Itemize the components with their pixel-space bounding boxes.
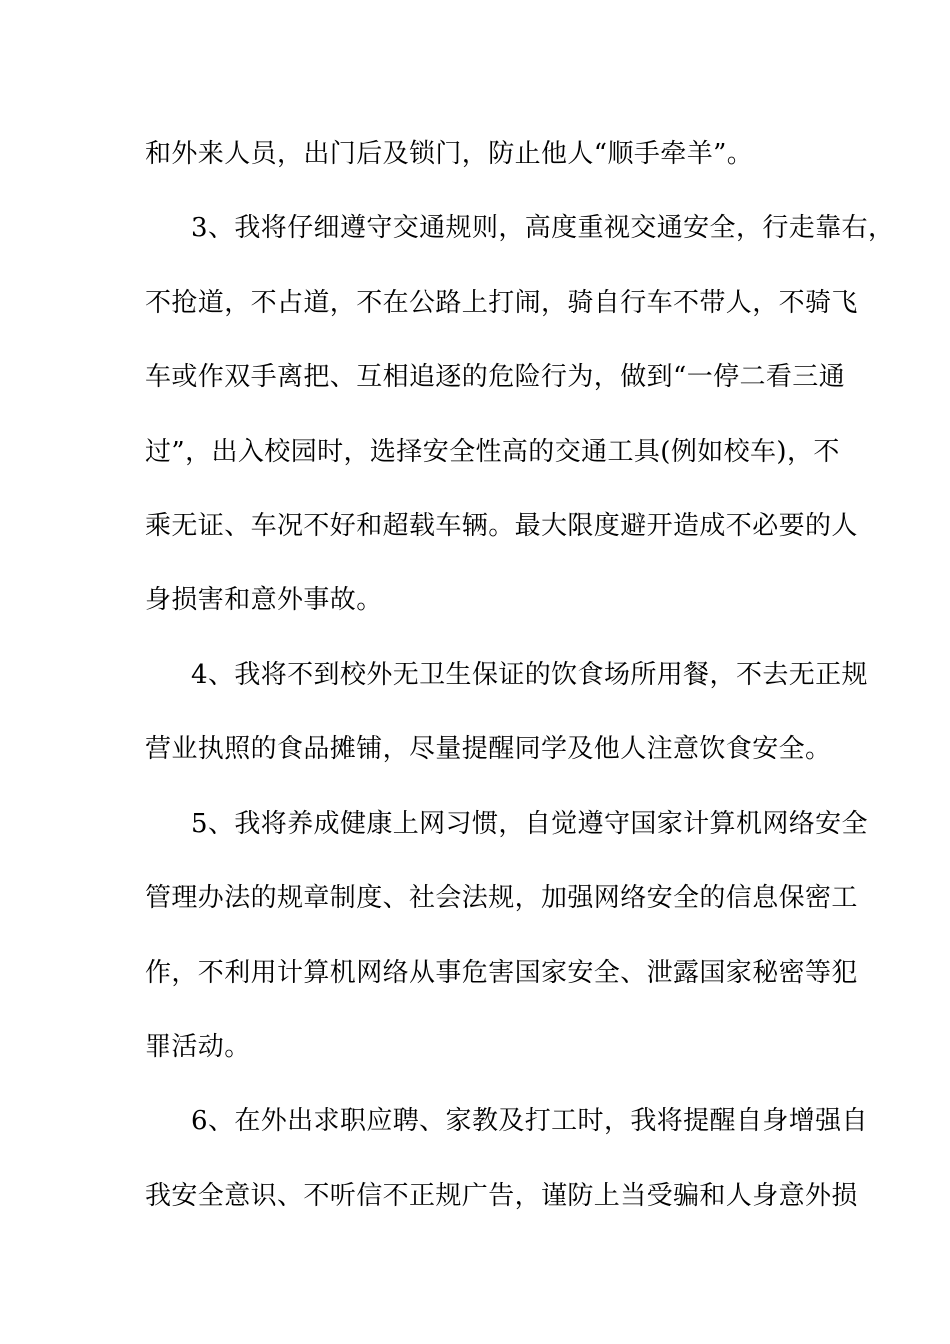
text-line: 不抢道，不占道，不在公路上打闹，骑自行车不带人，不骑飞 (145, 288, 858, 318)
text-line: 罪活动。 (145, 1032, 251, 1062)
text-line: 身损害和意外事故。 (145, 585, 383, 615)
text-line: 管理办法的规章制度、社会法规，加强网络安全的信息保密工 (145, 883, 858, 913)
text-line: 乘无证、车况不好和超载车辆。最大限度避开造成不必要的人 (145, 511, 858, 541)
paragraph-6-line: 6、在外出求职应聘、家教及打工时，我将提醒自身增强自 (191, 1106, 868, 1136)
text-line: 作，不利用计算机网络从事危害国家安全、泄露国家秘密等犯 (145, 958, 858, 988)
text-line: 车或作双手离把、互相追逐的危险行为，做到“一停二看三通 (145, 362, 846, 392)
paragraph-3-line: 3、我将仔细遵守交通规则，高度重视交通安全，行走靠右， (191, 213, 895, 243)
text-line: 过”，出入校园时，选择安全性高的交通工具(例如校车)，不 (145, 437, 840, 467)
paragraph-5-line: 5、我将养成健康上网习惯，自觉遵守国家计算机网络安全 (191, 809, 868, 839)
text-line: 我安全意识、不听信不正规广告，谨防上当受骗和人身意外损 (145, 1181, 858, 1211)
text-line: 营业执照的食品摊铺，尽量提醒同学及他人注意饮食安全。 (145, 734, 832, 764)
text-line: 和外来人员，出门后及锁门，防止他人“顺手牵羊”。 (145, 139, 754, 169)
paragraph-4-line: 4、我将不到校外无卫生保证的饮食场所用餐，不去无正规 (191, 660, 868, 690)
